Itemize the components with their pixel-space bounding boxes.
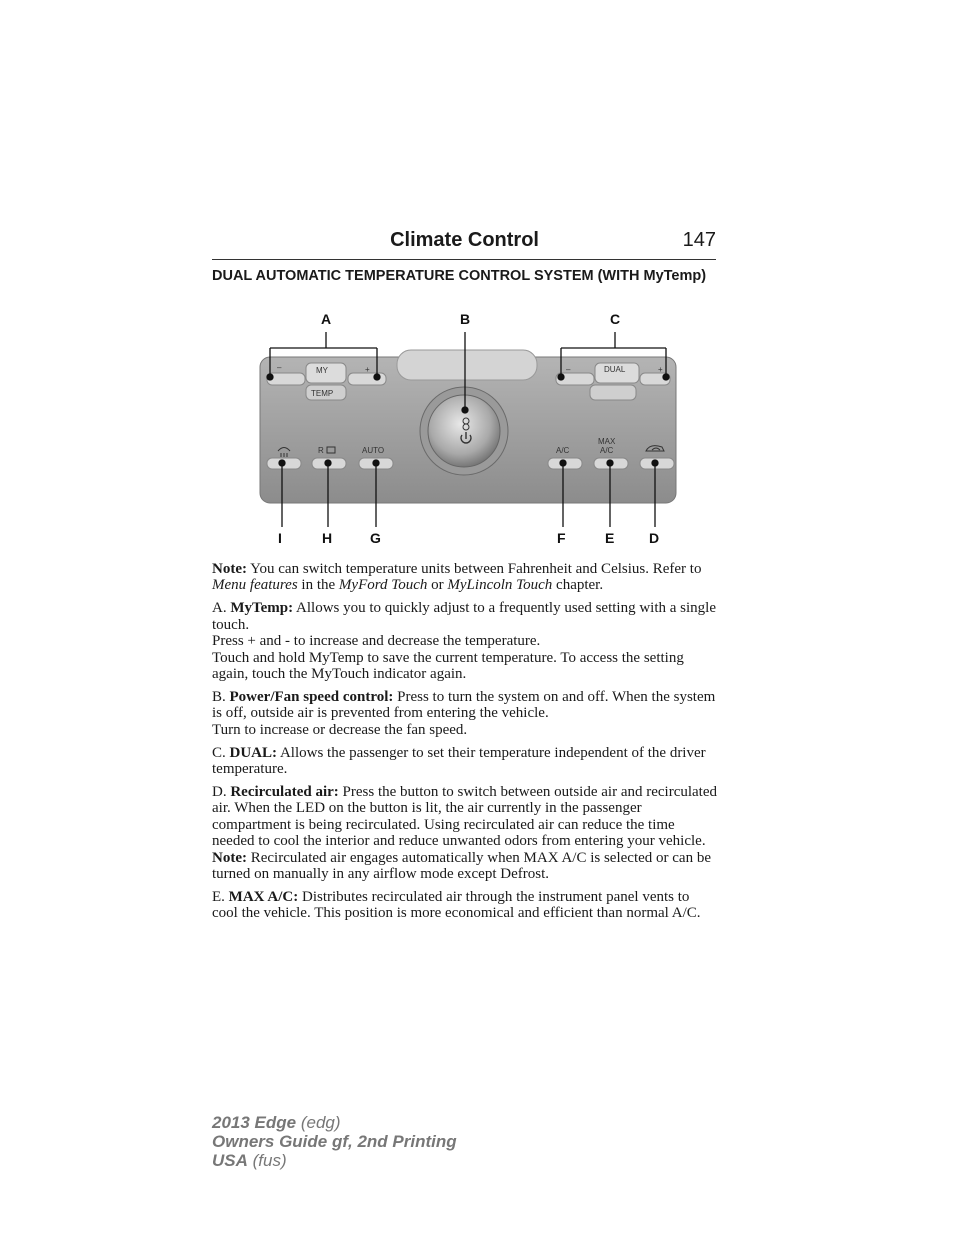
callout-f: F	[557, 530, 566, 546]
panel-top-vent	[397, 350, 537, 380]
passenger-plus-label: +	[658, 365, 663, 374]
power-fan-knob[interactable]	[428, 395, 500, 467]
section-title: DUAL AUTOMATIC TEMPERATURE CONTROL SYSTEM (WITH MyTemp)	[212, 268, 707, 284]
callout-i: I	[278, 530, 282, 546]
note-units: Note: You can switch temperature units between Fahrenheit and Celsius. Refer to Menu features in the MyFord Touch or MyLincoln Touch chapter.	[212, 561, 702, 594]
max-label: MAX	[598, 437, 616, 446]
driver-minus-label: –	[277, 363, 282, 372]
item-a-mytemp: A. MyTemp: Allows you to quickly adjust to a frequently used setting with a single touch. Press + and - to increase and decrease the temperature. Touch and hold MyTemp to save the current temperature. To access the setting again, touch the MyTouch indicator again.	[212, 600, 716, 682]
callout-c: C	[610, 311, 621, 327]
driver-temp-plus-button[interactable]	[348, 373, 386, 385]
my-label: MY	[316, 366, 328, 375]
max-ac-label: A/C	[600, 446, 614, 455]
rear-defrost-label: R	[318, 446, 324, 455]
page-footer	[212, 1113, 457, 1170]
footer-guide: Owners Guide gf, 2nd Printing	[212, 1132, 457, 1151]
climate-panel-illustration	[212, 305, 716, 555]
callout-a: A	[321, 311, 332, 327]
climate-control-panel-figure	[212, 305, 716, 555]
item-e-max-ac: E. MAX A/C: Distributes recirculated air through the instrument panel vents to cool the vehicle. This position is more economical and efficient than normal A/C.	[212, 888, 701, 922]
page-header	[212, 229, 716, 260]
dual-indicator	[590, 385, 636, 400]
item-b-power-fan: B. Power/Fan speed control: Press to turn the system on and off. When the system is off, outside air is prevented from entering the vehicle. Turn to increase or decrease the fan speed.	[212, 688, 716, 738]
callout-d: D	[649, 530, 660, 546]
footer-market: USA (fus)	[212, 1151, 287, 1170]
ac-label: A/C	[556, 446, 570, 455]
page-number: 147	[682, 229, 716, 251]
dual-label: DUAL	[604, 365, 626, 374]
callout-h: H	[322, 530, 333, 546]
item-d-recirculated-air: D. Recirculated air: Press the button to switch between outside air and recirculated air. When the LED on the button is lit, the air currently in the passenger compartment is being recirculated. Using recirculated air can reduce the time needed to cool the interior and reduce unwanted odors from entering your vehicle. Note: Recirculated air engages automatically when MAX A/C is selected or can be turned on manually in any airflow mode except Defrost.	[212, 783, 718, 882]
footer-model: 2013 Edge (edg)	[212, 1113, 341, 1132]
auto-label: AUTO	[362, 446, 385, 455]
chapter-title: Climate Control	[390, 229, 539, 251]
temp-label: TEMP	[311, 389, 334, 398]
callout-g: G	[370, 530, 381, 546]
callout-b: B	[460, 311, 471, 327]
driver-plus-label: +	[365, 365, 370, 374]
item-c-dual: C. DUAL: Allows the passenger to set their temperature independent of the driver temperature.	[212, 744, 706, 777]
callout-e: E	[605, 530, 615, 546]
passenger-minus-label: –	[566, 365, 571, 374]
body-text	[212, 561, 717, 928]
